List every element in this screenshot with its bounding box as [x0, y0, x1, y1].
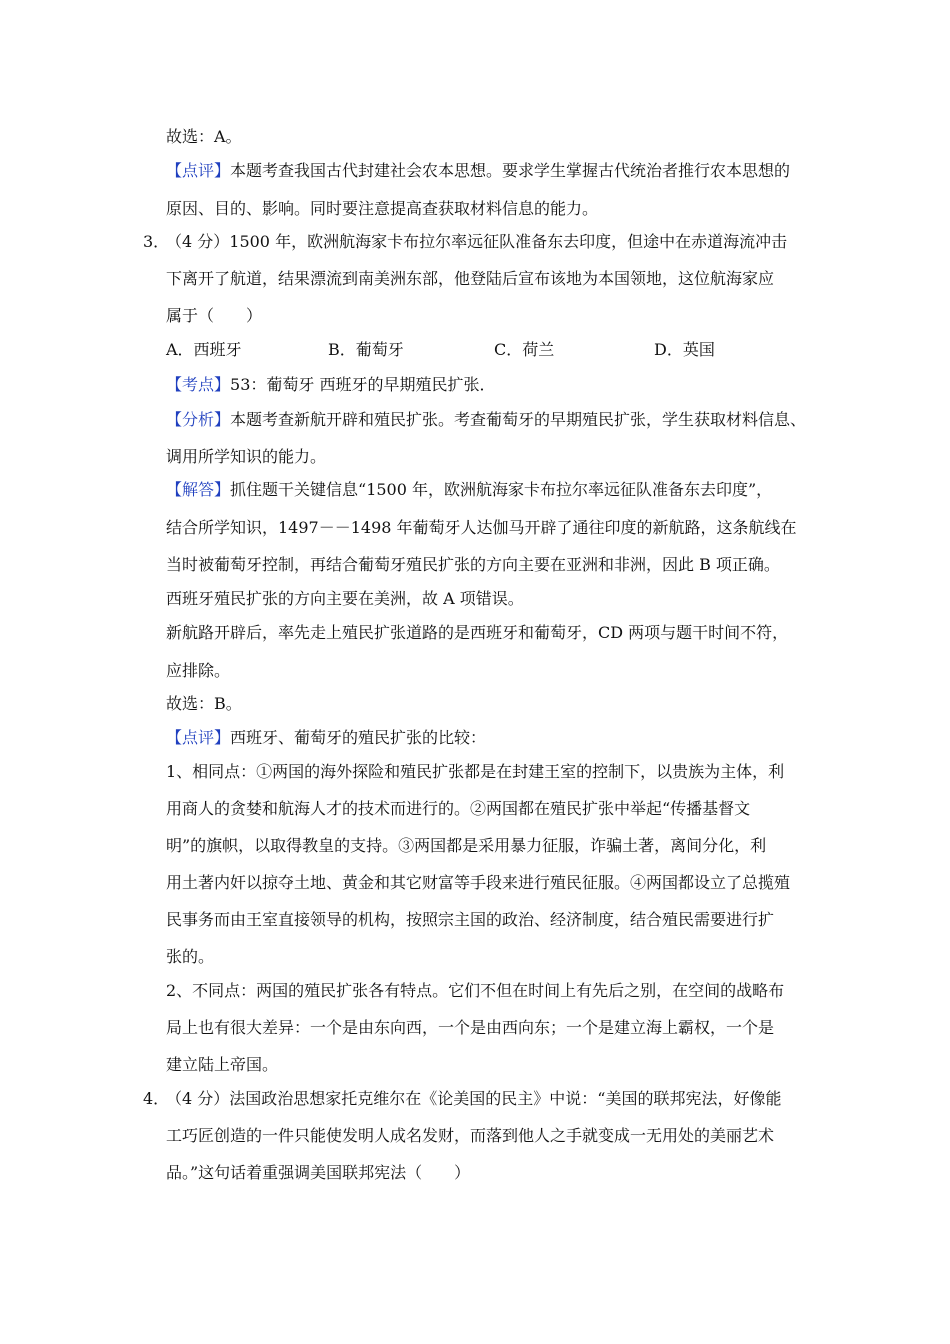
q2-comment-line-2: 原因、目的、影响。同时要注意提高查获取材料信息的能力。	[166, 199, 599, 218]
q3-number: 3．	[143, 232, 170, 251]
kaodian-tag: 【考点】	[166, 375, 231, 394]
q3-same-line-6: 张的。	[166, 947, 215, 966]
q3-fenxi-line-1	[166, 410, 806, 430]
q3-answer: 故选：B。	[166, 694, 242, 713]
q2-comment-line-1	[166, 161, 790, 181]
q3-same-line-4: 用土著内奸以掠夺土地、黄金和其它财富等手段来进行殖民征服。④两国都设立了总揽殖	[166, 873, 791, 892]
dianping-tag: 【点评】	[166, 728, 231, 747]
q3-stem-line-1: （4 分）1500 年，欧洲航海家卡布拉尔率远征队准备东去印度，但途中在赤道海流冲击	[166, 232, 788, 251]
q3-jieda-line-6: 应排除。	[166, 661, 231, 680]
kaodian-text: 53：葡萄牙 西班牙的早期殖民扩张．	[230, 375, 496, 394]
q3-jieda-line-4: 西班牙殖民扩张的方向主要在美洲，故 A 项错误。	[166, 589, 524, 608]
comment-tag: 【点评】	[166, 161, 231, 180]
q3-fenxi-line-2: 调用所学知识的能力。	[166, 447, 327, 466]
jieda-tag: 【解答】	[166, 480, 231, 499]
q3-jieda-line-5: 新航路开辟后，率先走上殖民扩张道路的是西班牙和葡萄牙，CD 两项与题干时间不符，	[166, 623, 789, 642]
q3-same-line-5: 民事务而由王室直接领导的机构，按照宗主国的政治、经济制度，结合殖民需要进行扩	[166, 910, 775, 929]
q4-stem-line-2: 工巧匠创造的一件只能使发明人成名发财，而落到他人之手就变成一无用处的美丽艺术	[166, 1126, 775, 1145]
q3-option-d: D．英国	[654, 340, 715, 359]
fenxi-text: 本题考查新航开辟和殖民扩张。考查葡萄牙的早期殖民扩张，学生获取材料信息、	[230, 410, 807, 429]
q4-stem-line-3: 品。”这句话着重强调美国联邦宪法（ ）	[166, 1163, 471, 1182]
q3-stem-line-3: 属于（ ）	[166, 306, 263, 325]
q3-jieda-line-2: 结合所学知识，1497－－1498 年葡萄牙人达伽马开辟了通往印度的新航路，这条航线在	[166, 518, 797, 537]
q3-option-c: C．荷兰	[494, 340, 555, 359]
q3-jieda-line-1	[166, 480, 772, 500]
jieda-text: 抓住题干关键信息“1500 年，欧洲航海家卡布拉尔率远征队准备东去印度”，	[230, 480, 773, 499]
q3-diff-line-2: 局上也有很大差异：一个是由东向西，一个是由西向东；一个是建立海上霸权，一个是	[166, 1018, 775, 1037]
q4-stem-line-1: （4 分）法国政治思想家托克维尔在《论美国的民主》中说：“美国的联邦宪法，好像能	[166, 1089, 782, 1108]
q3-dianping	[166, 728, 486, 748]
q2-answer: 故选：A。	[166, 127, 242, 146]
comment-text: 本题考查我国古代封建社会农本思想。要求学生掌握古代统治者推行农本思想的	[230, 161, 791, 180]
q3-stem-line-2: 下离开了航道，结果漂流到南美洲东部，他登陆后宣布该地为本国领地，这位航海家应	[166, 269, 775, 288]
q3-diff-line-3: 建立陆上帝国。	[166, 1055, 279, 1074]
q4-number: 4．	[143, 1089, 170, 1108]
q3-same-line-2: 用商人的贪婪和航海人才的技术而进行的。②两国都在殖民扩张中举起“传播基督文	[166, 799, 751, 818]
fenxi-tag: 【分析】	[166, 410, 231, 429]
q3-option-a: A．西班牙	[166, 340, 242, 359]
q3-jieda-line-3: 当时被葡萄牙控制，再结合葡萄牙殖民扩张的方向主要在亚洲和非洲，因此 B 项正确。	[166, 555, 780, 574]
q3-diff-line-1: 2、不同点：两国的殖民扩张各有特点。它们不但在时间上有先后之别，在空间的战略布	[166, 981, 785, 1000]
q3-same-line-3: 明”的旗帜，以取得教皇的支持。③两国都是采用暴力征服，诈骗土著，离间分化，利	[166, 836, 767, 855]
q3-option-b: B．葡萄牙	[328, 340, 404, 359]
dianping-text: 西班牙、葡萄牙的殖民扩张的比较：	[230, 728, 487, 747]
q3-same-line-1: 1、相同点：①两国的海外探险和殖民扩张都是在封建王室的控制下，以贵族为主体，利	[166, 762, 785, 781]
q3-kaodian	[166, 375, 495, 395]
